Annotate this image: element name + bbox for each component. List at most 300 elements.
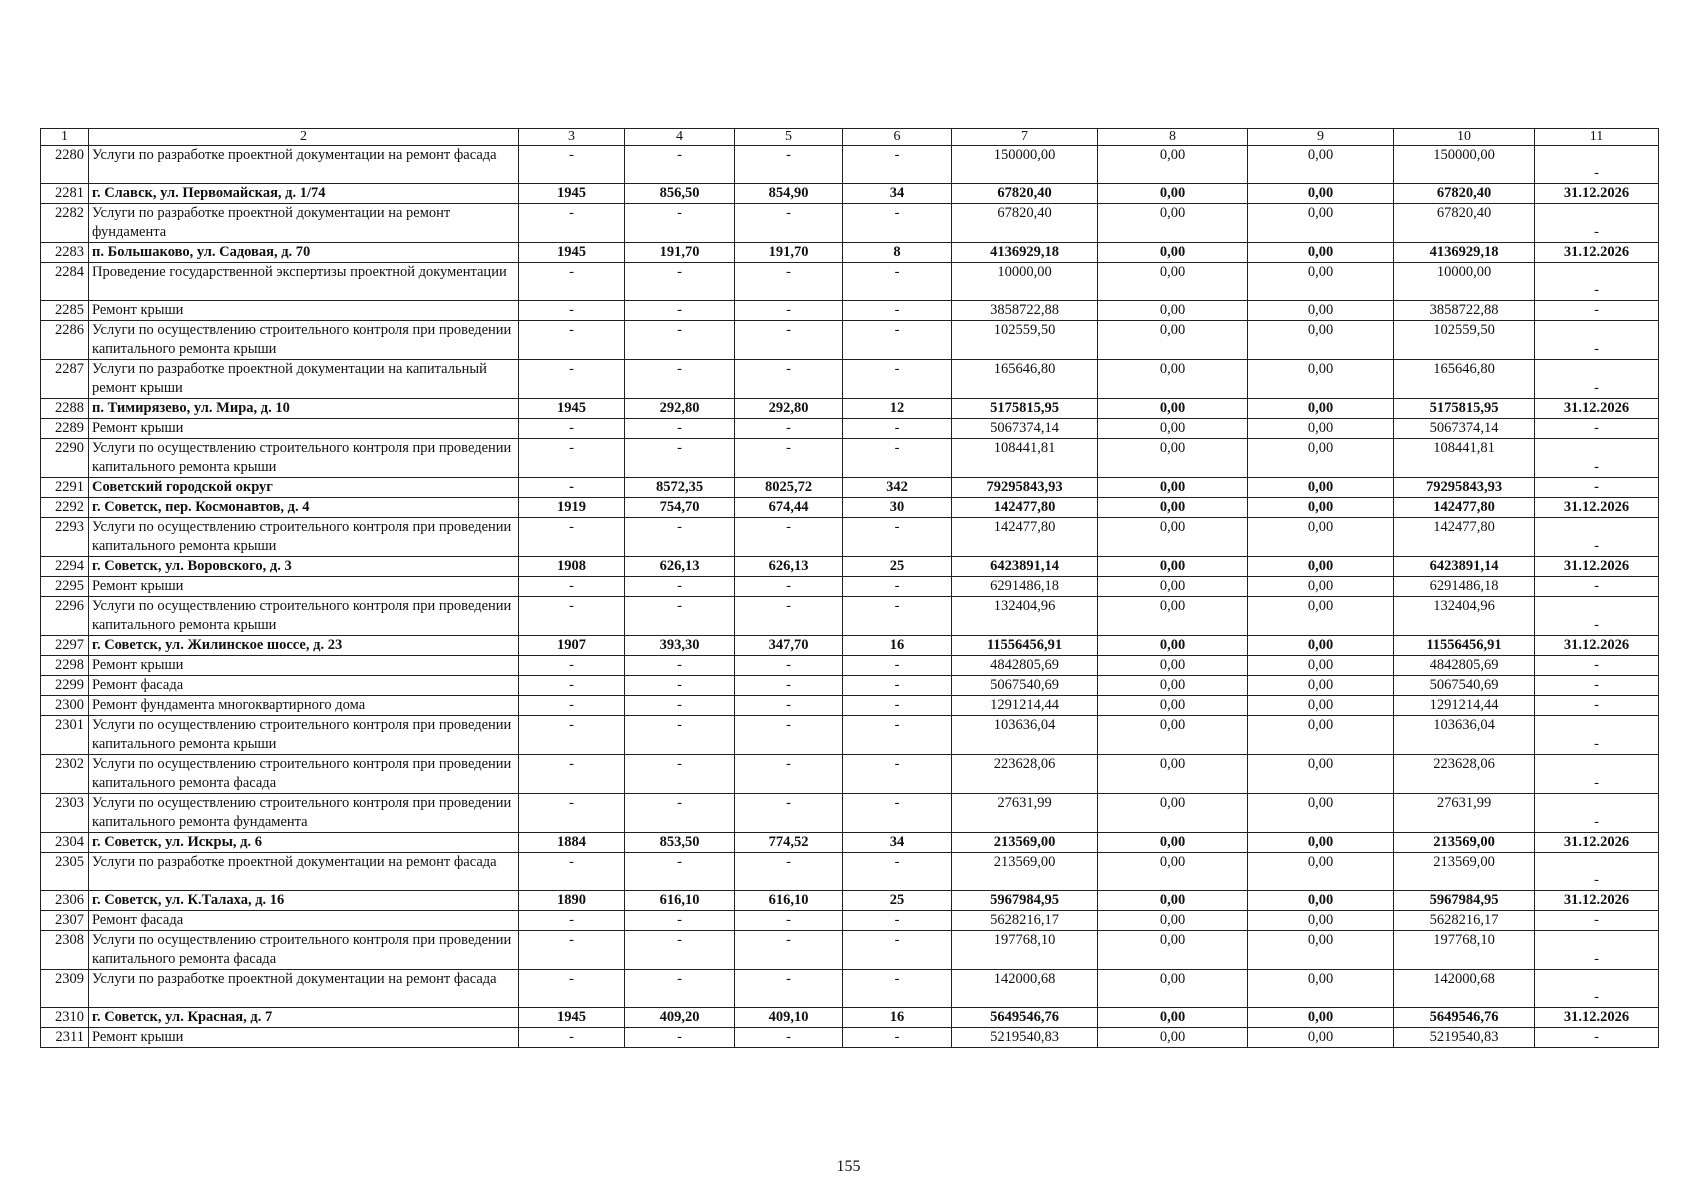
cost-col-8-cell: 0,00 [1098,636,1248,656]
work-description-cell: Услуги по осуществлению строительного контроля при проведении капитального ремонта крыши [89,439,519,478]
completion-date-cell: - [1535,970,1659,1008]
residents-cell: 25 [843,891,952,911]
total-area-cell: 409,20 [625,1008,735,1028]
year-built-cell: 1890 [519,891,625,911]
work-description-cell: Услуги по осуществлению строительного контроля при проведении капитального ремонта крыши [89,321,519,360]
residents-cell: - [843,794,952,833]
residents-cell: - [843,1028,952,1048]
year-built-cell: - [519,696,625,716]
cost-col-9-cell: 0,00 [1248,833,1394,853]
cost-col-8-cell: 0,00 [1098,676,1248,696]
cost-col-10-cell: 197768,10 [1394,931,1535,970]
cost-col-10-cell: 132404,96 [1394,597,1535,636]
table-row [41,146,1659,184]
residents-cell: 8 [843,243,952,263]
cost-col-10-cell: 6423891,14 [1394,557,1535,577]
living-area-cell: 191,70 [735,243,843,263]
work-description-cell: Ремонт крыши [89,419,519,439]
cost-col-8-cell: 0,00 [1098,911,1248,931]
residents-cell: - [843,931,952,970]
completion-date-cell: 31.12.2026 [1535,891,1659,911]
table-row [41,518,1659,557]
table-row [41,794,1659,833]
year-built-cell: - [519,439,625,478]
page-number: 155 [836,1158,861,1175]
cost-col-10-cell: 5649546,76 [1394,1008,1535,1028]
completion-date-cell: 31.12.2026 [1535,557,1659,577]
cost-col-10-cell: 67820,40 [1394,184,1535,204]
row-number-cell: 2305 [41,853,89,891]
year-built-cell: - [519,716,625,755]
cost-col-8-cell: 0,00 [1098,656,1248,676]
total-cost-cell: 5628216,17 [952,911,1098,931]
total-cost-cell: 103636,04 [952,716,1098,755]
year-built-cell: - [519,301,625,321]
residents-cell: 16 [843,636,952,656]
living-area-cell: - [735,931,843,970]
year-built-cell: - [519,518,625,557]
total-cost-cell: 79295843,93 [952,478,1098,498]
cost-col-10-cell: 5067540,69 [1394,676,1535,696]
total-cost-cell: 5175815,95 [952,399,1098,419]
living-area-cell: 409,10 [735,1008,843,1028]
cost-col-9-cell: 0,00 [1248,243,1394,263]
row-number-cell: 2307 [41,911,89,931]
row-number-cell: 2306 [41,891,89,911]
total-cost-cell: 165646,80 [952,360,1098,399]
column-number-11: 11 [1535,129,1659,146]
year-built-cell: 1908 [519,557,625,577]
total-cost-cell: 5067540,69 [952,676,1098,696]
table-row [41,439,1659,478]
table-row [41,696,1659,716]
row-number-cell: 2296 [41,597,89,636]
table-row [41,243,1659,263]
cost-col-9-cell: 0,00 [1248,970,1394,1008]
row-number-cell: 2301 [41,716,89,755]
residents-cell: 12 [843,399,952,419]
completion-date-cell: - [1535,794,1659,833]
cost-col-10-cell: 150000,00 [1394,146,1535,184]
living-area-cell: - [735,321,843,360]
year-built-cell: - [519,931,625,970]
total-cost-cell: 150000,00 [952,146,1098,184]
year-built-cell: 1945 [519,1008,625,1028]
cost-col-8-cell: 0,00 [1098,853,1248,891]
row-number-cell: 2290 [41,439,89,478]
residents-cell: - [843,911,952,931]
living-area-cell: - [735,360,843,399]
cost-col-9-cell: 0,00 [1248,518,1394,557]
table-row [41,577,1659,597]
total-cost-cell: 11556456,91 [952,636,1098,656]
living-area-cell: 674,44 [735,498,843,518]
work-description-cell: Услуги по осуществлению строительного контроля при проведении капитального ремонта фасада [89,931,519,970]
living-area-cell: 774,52 [735,833,843,853]
cost-col-9-cell: 0,00 [1248,696,1394,716]
living-area-cell: 292,80 [735,399,843,419]
cost-col-10-cell: 103636,04 [1394,716,1535,755]
cost-col-9-cell: 0,00 [1248,597,1394,636]
work-description-cell: Ремонт фасада [89,911,519,931]
completion-date-cell: - [1535,146,1659,184]
table-row [41,970,1659,1008]
completion-date-cell: - [1535,518,1659,557]
cost-col-8-cell: 0,00 [1098,146,1248,184]
total-area-cell: - [625,656,735,676]
living-area-cell: - [735,146,843,184]
cost-col-8-cell: 0,00 [1098,518,1248,557]
cost-col-8-cell: 0,00 [1098,204,1248,243]
residents-cell: - [843,419,952,439]
table-row [41,1008,1659,1028]
cost-col-10-cell: 67820,40 [1394,204,1535,243]
table-row [41,301,1659,321]
total-cost-cell: 4842805,69 [952,656,1098,676]
cost-col-10-cell: 4136929,18 [1394,243,1535,263]
data-table [40,128,1659,1048]
column-number-row [41,129,1659,146]
total-area-cell: - [625,321,735,360]
cost-col-10-cell: 5628216,17 [1394,911,1535,931]
cost-col-9-cell: 0,00 [1248,321,1394,360]
cost-col-8-cell: 0,00 [1098,696,1248,716]
residents-cell: 30 [843,498,952,518]
table-row [41,557,1659,577]
cost-col-9-cell: 0,00 [1248,184,1394,204]
cost-col-8-cell: 0,00 [1098,891,1248,911]
cost-col-8-cell: 0,00 [1098,184,1248,204]
cost-col-8-cell: 0,00 [1098,1008,1248,1028]
work-description-cell: Проведение государственной экспертизы проектной документации [89,263,519,301]
completion-date-cell: 31.12.2026 [1535,243,1659,263]
total-cost-cell: 6423891,14 [952,557,1098,577]
table-row [41,833,1659,853]
document-sheet [40,128,1659,1048]
residents-cell: - [843,970,952,1008]
total-area-cell: - [625,301,735,321]
cost-col-10-cell: 4842805,69 [1394,656,1535,676]
row-number-cell: 2292 [41,498,89,518]
work-description-cell: Услуги по разработке проектной документации на ремонт фундамента [89,204,519,243]
row-number-cell: 2308 [41,931,89,970]
living-area-cell: 347,70 [735,636,843,656]
completion-date-cell: - [1535,577,1659,597]
total-cost-cell: 5067374,14 [952,419,1098,439]
year-built-cell: 1945 [519,184,625,204]
work-description-cell: Услуги по осуществлению строительного контроля при проведении капитального ремонта крыши [89,597,519,636]
cost-col-9-cell: 0,00 [1248,911,1394,931]
cost-col-10-cell: 223628,06 [1394,755,1535,794]
total-area-cell: 754,70 [625,498,735,518]
total-area-cell: - [625,360,735,399]
column-number-6: 6 [843,129,952,146]
completion-date-cell: - [1535,676,1659,696]
cost-col-9-cell: 0,00 [1248,794,1394,833]
cost-col-10-cell: 213569,00 [1394,833,1535,853]
total-area-cell: - [625,676,735,696]
completion-date-cell: 31.12.2026 [1535,833,1659,853]
cost-col-9-cell: 0,00 [1248,439,1394,478]
cost-col-9-cell: 0,00 [1248,853,1394,891]
column-number-10: 10 [1394,129,1535,146]
total-cost-cell: 213569,00 [952,853,1098,891]
year-built-cell: - [519,970,625,1008]
table-row [41,478,1659,498]
total-area-cell: - [625,263,735,301]
row-number-cell: 2280 [41,146,89,184]
cost-col-8-cell: 0,00 [1098,597,1248,636]
living-area-cell: - [735,301,843,321]
residents-cell: 25 [843,557,952,577]
completion-date-cell: - [1535,301,1659,321]
year-built-cell: - [519,419,625,439]
table-row [41,419,1659,439]
living-area-cell: - [735,755,843,794]
cost-col-9-cell: 0,00 [1248,676,1394,696]
work-description-cell: Услуги по разработке проектной документации на ремонт фасада [89,853,519,891]
cost-col-8-cell: 0,00 [1098,577,1248,597]
table-row [41,891,1659,911]
cost-col-8-cell: 0,00 [1098,1028,1248,1048]
cost-col-10-cell: 10000,00 [1394,263,1535,301]
total-cost-cell: 132404,96 [952,597,1098,636]
row-number-cell: 2303 [41,794,89,833]
cost-col-10-cell: 165646,80 [1394,360,1535,399]
cost-col-9-cell: 0,00 [1248,399,1394,419]
cost-col-9-cell: 0,00 [1248,1028,1394,1048]
row-number-cell: 2295 [41,577,89,597]
total-cost-cell: 5649546,76 [952,1008,1098,1028]
column-number-9: 9 [1248,129,1394,146]
year-built-cell: - [519,1028,625,1048]
cost-col-9-cell: 0,00 [1248,931,1394,970]
total-cost-cell: 5219540,83 [952,1028,1098,1048]
total-area-cell: - [625,970,735,1008]
total-area-cell: 853,50 [625,833,735,853]
cost-col-8-cell: 0,00 [1098,263,1248,301]
row-number-cell: 2293 [41,518,89,557]
cost-col-10-cell: 79295843,93 [1394,478,1535,498]
completion-date-cell: 31.12.2026 [1535,636,1659,656]
cost-col-10-cell: 142477,80 [1394,498,1535,518]
total-cost-cell: 10000,00 [952,263,1098,301]
work-description-cell: Услуги по осуществлению строительного контроля при проведении капитального ремонта фундамента [89,794,519,833]
completion-date-cell: - [1535,204,1659,243]
column-number-7: 7 [952,129,1098,146]
living-area-cell: 626,13 [735,557,843,577]
work-description-cell: Ремонт фундамента многоквартирного дома [89,696,519,716]
work-description-cell: Ремонт крыши [89,301,519,321]
total-cost-cell: 1291214,44 [952,696,1098,716]
row-number-cell: 2311 [41,1028,89,1048]
cost-col-9-cell: 0,00 [1248,716,1394,755]
cost-col-8-cell: 0,00 [1098,931,1248,970]
total-cost-cell: 3858722,88 [952,301,1098,321]
work-description-cell: г. Советск, ул. Жилинское шоссе, д. 23 [89,636,519,656]
table-row [41,1028,1659,1048]
cost-col-10-cell: 6291486,18 [1394,577,1535,597]
total-area-cell: 8572,35 [625,478,735,498]
row-number-cell: 2304 [41,833,89,853]
year-built-cell: - [519,853,625,891]
residents-cell: - [843,853,952,891]
residents-cell: - [843,656,952,676]
total-area-cell: - [625,716,735,755]
cost-col-9-cell: 0,00 [1248,478,1394,498]
row-number-cell: 2302 [41,755,89,794]
total-area-cell: - [625,696,735,716]
total-area-cell: - [625,1028,735,1048]
row-number-cell: 2310 [41,1008,89,1028]
row-number-cell: 2298 [41,656,89,676]
work-description-cell: г. Советск, ул. Красная, д. 7 [89,1008,519,1028]
cost-col-9-cell: 0,00 [1248,636,1394,656]
column-number-2: 2 [89,129,519,146]
year-built-cell: - [519,597,625,636]
total-area-cell: - [625,577,735,597]
work-description-cell: п. Большаково, ул. Садовая, д. 70 [89,243,519,263]
cost-col-8-cell: 0,00 [1098,321,1248,360]
year-built-cell: - [519,794,625,833]
residents-cell: - [843,204,952,243]
cost-col-8-cell: 0,00 [1098,360,1248,399]
year-built-cell: - [519,911,625,931]
total-area-cell: 626,13 [625,557,735,577]
row-number-cell: 2297 [41,636,89,656]
year-built-cell: 1945 [519,399,625,419]
total-area-cell: 191,70 [625,243,735,263]
cost-col-10-cell: 27631,99 [1394,794,1535,833]
year-built-cell: - [519,577,625,597]
row-number-cell: 2287 [41,360,89,399]
total-area-cell: - [625,597,735,636]
cost-col-10-cell: 213569,00 [1394,853,1535,891]
total-area-cell: 616,10 [625,891,735,911]
row-number-cell: 2281 [41,184,89,204]
residents-cell: - [843,676,952,696]
column-number-5: 5 [735,129,843,146]
year-built-cell: - [519,755,625,794]
residents-cell: 34 [843,833,952,853]
completion-date-cell: 31.12.2026 [1535,498,1659,518]
total-cost-cell: 108441,81 [952,439,1098,478]
living-area-cell: - [735,263,843,301]
year-built-cell: 1884 [519,833,625,853]
living-area-cell: - [735,577,843,597]
table-row [41,204,1659,243]
work-description-cell: г. Славск, ул. Первомайская, д. 1/74 [89,184,519,204]
living-area-cell: - [735,439,843,478]
total-area-cell: - [625,439,735,478]
cost-col-9-cell: 0,00 [1248,301,1394,321]
table-row [41,399,1659,419]
row-number-cell: 2283 [41,243,89,263]
total-cost-cell: 27631,99 [952,794,1098,833]
work-description-cell: г. Советск, ул. Искры, д. 6 [89,833,519,853]
table-row [41,636,1659,656]
work-description-cell: Услуги по осуществлению строительного контроля при проведении капитального ремонта крыши [89,716,519,755]
total-cost-cell: 102559,50 [952,321,1098,360]
total-cost-cell: 197768,10 [952,931,1098,970]
work-description-cell: г. Советск, ул. Воровского, д. 3 [89,557,519,577]
table-row [41,498,1659,518]
row-number-cell: 2288 [41,399,89,419]
row-number-cell: 2291 [41,478,89,498]
cost-col-10-cell: 142477,80 [1394,518,1535,557]
cost-col-9-cell: 0,00 [1248,263,1394,301]
living-area-cell: - [735,911,843,931]
completion-date-cell: - [1535,931,1659,970]
residents-cell: - [843,146,952,184]
year-built-cell: - [519,146,625,184]
total-cost-cell: 142477,80 [952,498,1098,518]
completion-date-cell: - [1535,656,1659,676]
table-row [41,676,1659,696]
completion-date-cell: - [1535,263,1659,301]
cost-col-9-cell: 0,00 [1248,1008,1394,1028]
year-built-cell: - [519,321,625,360]
residents-cell: - [843,321,952,360]
cost-col-9-cell: 0,00 [1248,557,1394,577]
total-area-cell: - [625,204,735,243]
total-area-cell: - [625,911,735,931]
table-row [41,263,1659,301]
total-cost-cell: 223628,06 [952,755,1098,794]
table-body [41,129,1659,1048]
cost-col-8-cell: 0,00 [1098,755,1248,794]
cost-col-10-cell: 3858722,88 [1394,301,1535,321]
completion-date-cell: - [1535,1028,1659,1048]
residents-cell: - [843,755,952,794]
cost-col-8-cell: 0,00 [1098,439,1248,478]
living-area-cell: - [735,716,843,755]
column-number-3: 3 [519,129,625,146]
cost-col-8-cell: 0,00 [1098,716,1248,755]
completion-date-cell: - [1535,853,1659,891]
completion-date-cell: - [1535,321,1659,360]
row-number-cell: 2300 [41,696,89,716]
completion-date-cell: - [1535,911,1659,931]
cost-col-8-cell: 0,00 [1098,557,1248,577]
cost-col-10-cell: 5175815,95 [1394,399,1535,419]
completion-date-cell: - [1535,696,1659,716]
table-row [41,321,1659,360]
work-description-cell: Ремонт фасада [89,676,519,696]
work-description-cell: Ремонт крыши [89,577,519,597]
table-row [41,656,1659,676]
total-cost-cell: 213569,00 [952,833,1098,853]
living-area-cell: - [735,656,843,676]
cost-col-8-cell: 0,00 [1098,243,1248,263]
table-row [41,853,1659,891]
table-row [41,360,1659,399]
table-row [41,716,1659,755]
year-built-cell: - [519,263,625,301]
total-cost-cell: 4136929,18 [952,243,1098,263]
completion-date-cell: - [1535,716,1659,755]
residents-cell: 34 [843,184,952,204]
year-built-cell: - [519,478,625,498]
completion-date-cell: - [1535,597,1659,636]
total-area-cell: - [625,419,735,439]
completion-date-cell: 31.12.2026 [1535,184,1659,204]
work-description-cell: Услуги по разработке проектной документации на ремонт фасада [89,970,519,1008]
cost-col-8-cell: 0,00 [1098,970,1248,1008]
living-area-cell: - [735,676,843,696]
work-description-cell: Услуги по разработке проектной документации на капитальный ремонт крыши [89,360,519,399]
row-number-cell: 2299 [41,676,89,696]
